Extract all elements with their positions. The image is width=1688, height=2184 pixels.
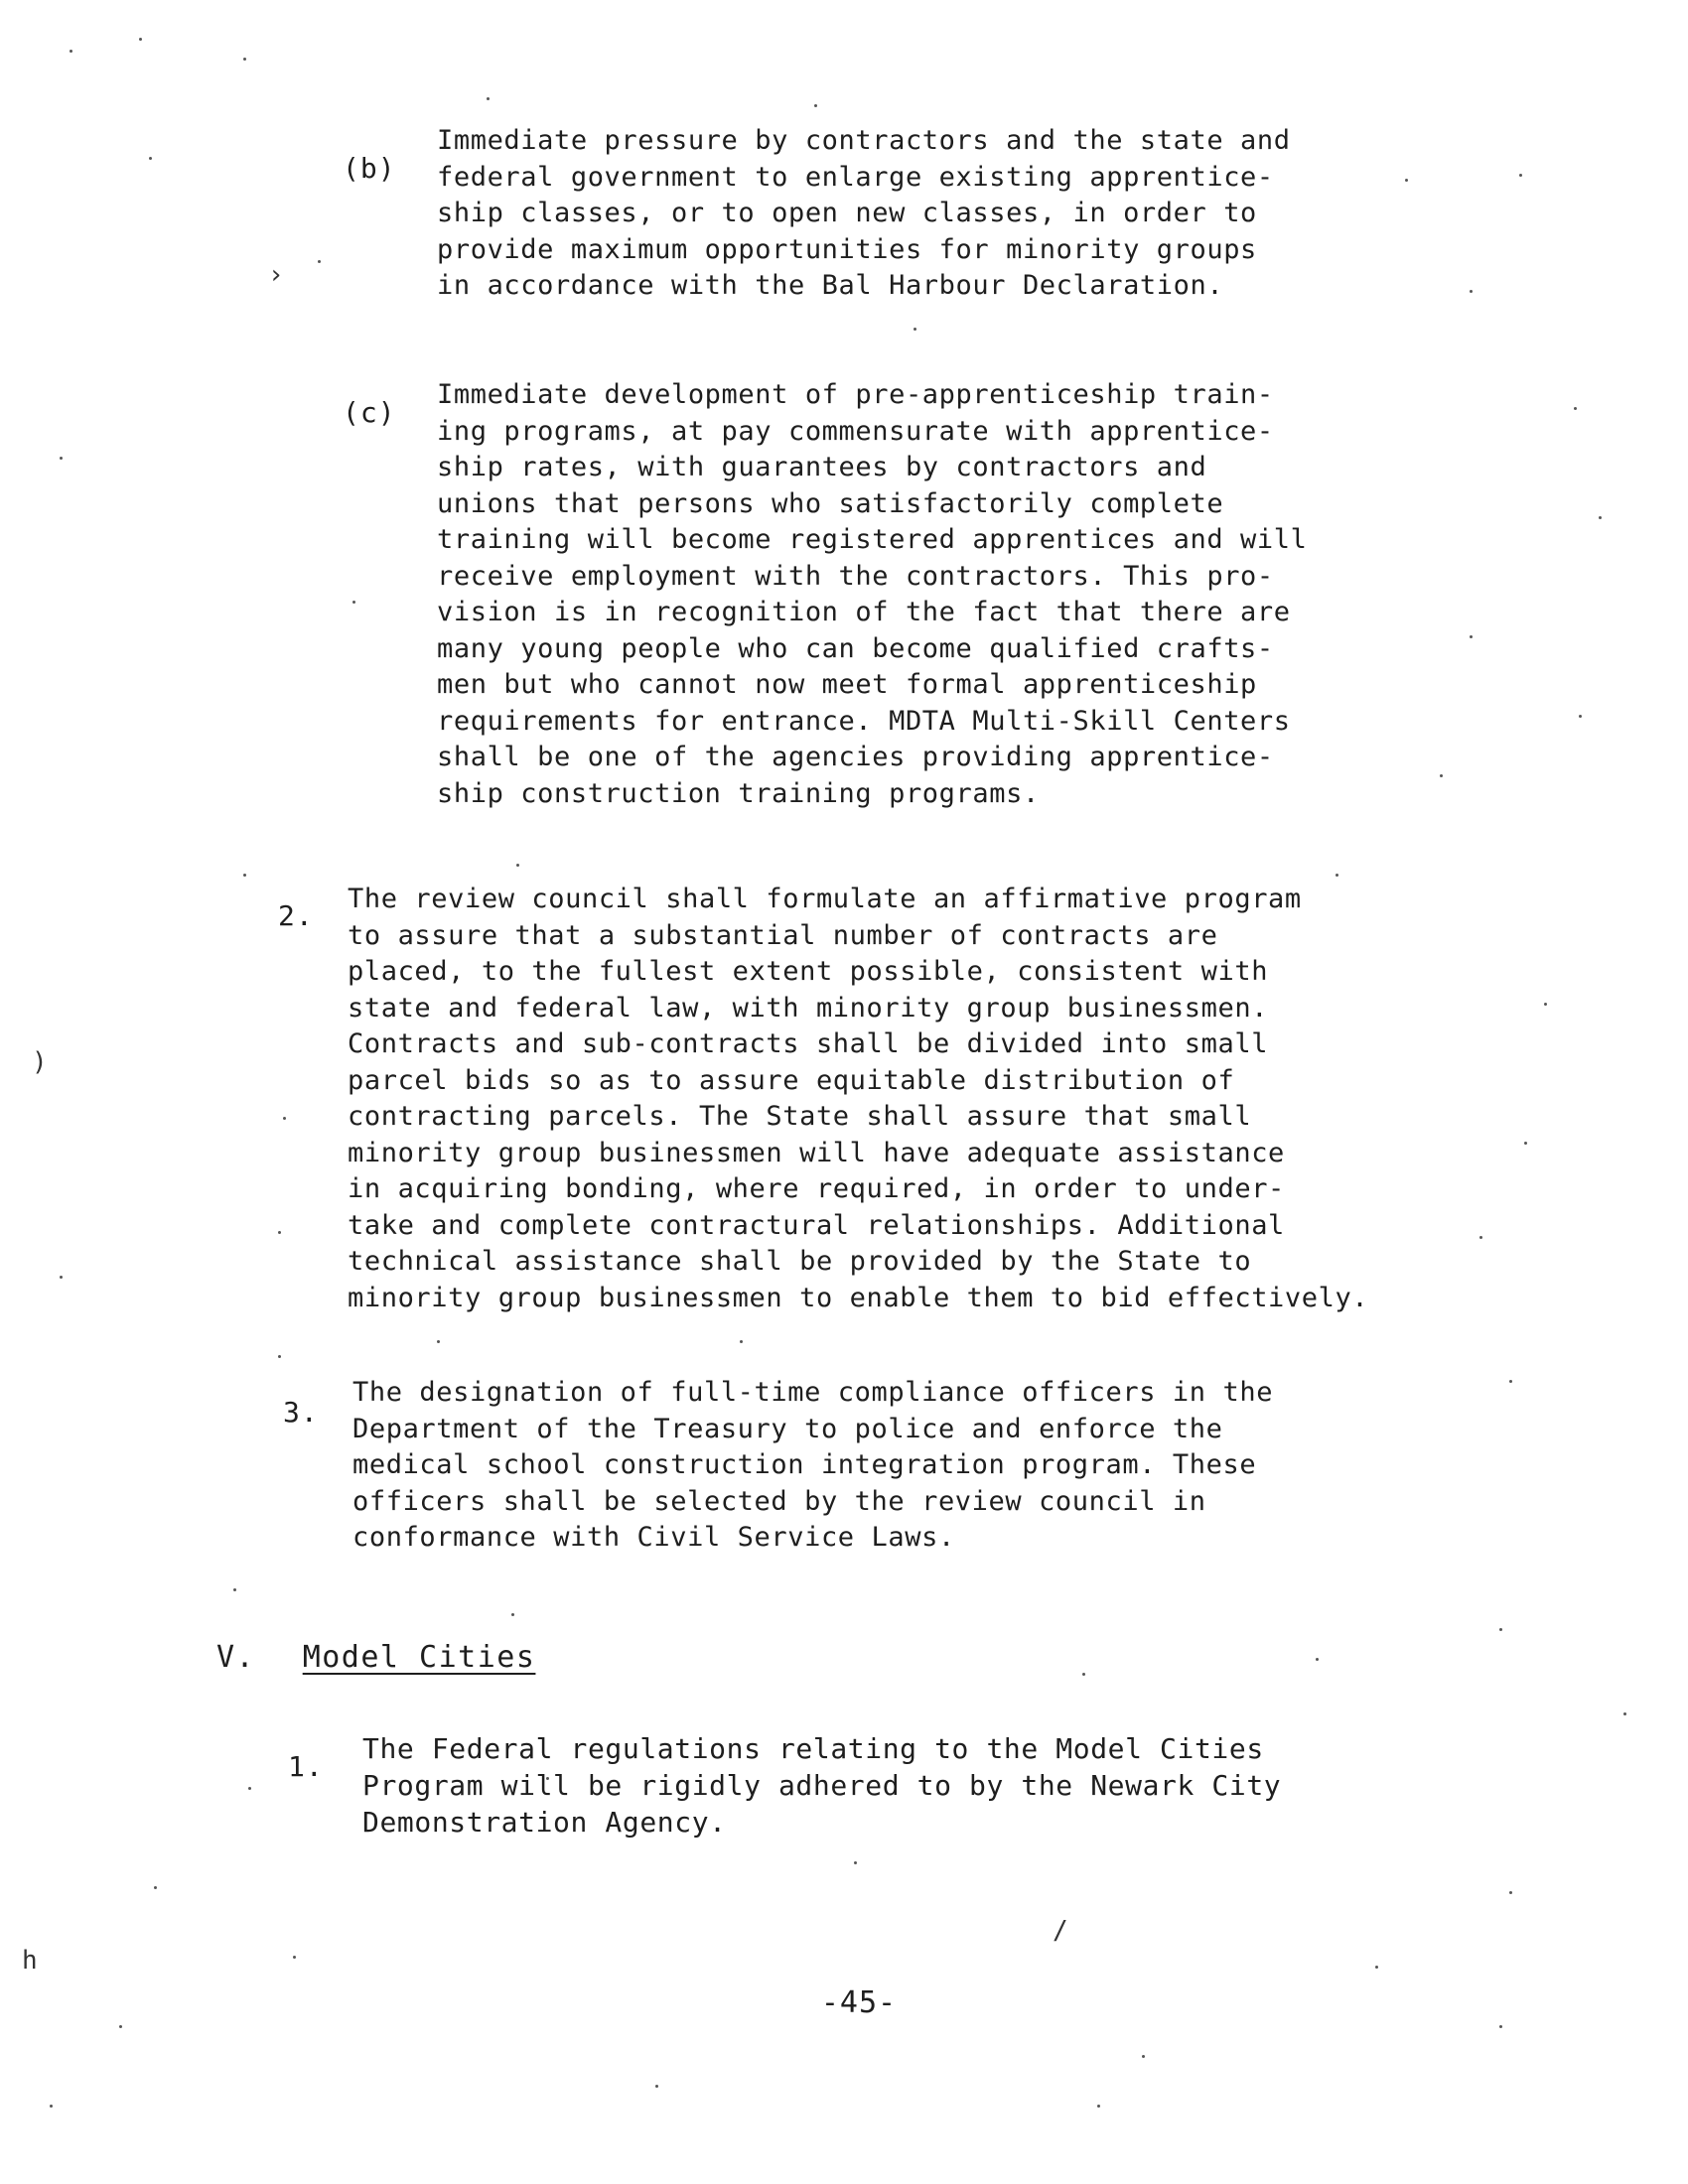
item-marker: 1.	[288, 1750, 324, 1783]
text-line: medical school construction integration program. These	[352, 1449, 1257, 1480]
text-line: minority group businessmen will have adequate assistance	[348, 1137, 1285, 1168]
text-line: many young people who can become qualified crafts-	[437, 632, 1274, 664]
text-line: take and complete contractural relationships. Additional	[348, 1209, 1285, 1241]
text-line: training will become registered apprentices and will	[437, 524, 1308, 555]
text-line: in accordance with the Bal Harbour Declaration.	[437, 270, 1224, 301]
item-marker: 2.	[278, 899, 314, 932]
item-marker: (c)	[343, 396, 396, 429]
text-line: vision is in recognition of the fact that there are	[437, 597, 1291, 627]
text-line: receive employment with the contractors. This pro-	[437, 560, 1274, 592]
text-line: ship construction training programs.	[437, 777, 1040, 809]
text-line: federal government to enlarge existing apprentice-	[437, 161, 1274, 193]
text-line: officers shall be selected by the review council in	[352, 1485, 1206, 1517]
text-line: parcel bids so as to assure equitable distribution of	[348, 1064, 1235, 1096]
item-text	[348, 882, 1368, 1316]
text-line: Immediate development of pre-apprenticeship train-	[437, 379, 1274, 410]
item-text	[437, 377, 1307, 812]
text-line: shall be one of the agencies providing apprentice-	[437, 742, 1274, 772]
item-marker: (b)	[343, 152, 396, 185]
page-number: -45-	[820, 1985, 898, 2020]
text-line: ing programs, at pay commensurate with apprentice-	[437, 415, 1274, 447]
text-line: provide maximum opportunities for minority groups	[437, 233, 1257, 265]
text-line: men but who cannot now meet formal apprenticeship	[437, 669, 1257, 700]
text-line: to assure that a substantial number of contracts are	[348, 919, 1218, 951]
section-heading-v	[216, 1640, 535, 1675]
document-page: › ) h / (b) Immediate pressure by contractors and the state and federal government to enlarge existing apprentice- ship classes, or to open new classes, in order to provide maximum opportunities for minority groups in accordance with the Bal Harbour Declaration. (c) Immediate development of pre-apprenticeship train- ing programs, at pay commensurate with apprentice- ship rates, with guarantees by contractors and unions that persons who satisfactorily complete training will become registered apprentices and will receive employment with the contractors. This pro- vision is in recognition of the fact that there are many young people who can become qualified crafts- men but who cannot now meet formal apprenticeship requirements for entrance. MDTA Multi-Skill Centers shall be one of the agencies providing apprentice- ship construction training programs. 2. The review council shall formulate an affirmative program to assure that a substantial number of contracts are placed, to the fullest extent possible, consistent with state and federal law, with minority group businessmen. Contracts and sub-contracts shall be divided into small parcel bids so as to assure equitable distribution of contracting parcels. The State shall assure that small minority group businessmen will have adequate assistance in acquiring bonding, where required, in order to under- take and complete contractural relationships. Additional technical assistance shall be provided by the State to minority group businessmen to enable them to bid effectively. 3. The designation of full-time compliance officers in the Department of the Treasury to police and enforce the medical school construction integration program. These officers shall be selected by the review council in conformance with Civil Service Laws. V. Model Cities 1. The Federal regulations relating to the Model Cities Program will be rigidly adhered to by the Newark City Demonstration Agency. -45-	[0, 0, 1688, 2184]
text-line: Immediate pressure by contractors and the state and	[437, 125, 1291, 156]
item-text	[437, 123, 1291, 305]
text-line: state and federal law, with minority group businessmen.	[348, 992, 1269, 1024]
text-line: placed, to the fullest extent possible, consistent with	[348, 956, 1269, 987]
text-line: minority group businessmen to enable them to bid effectively.	[348, 1282, 1369, 1313]
item-text	[362, 1730, 1281, 1841]
text-line: contracting parcels. The State shall assure that small	[348, 1101, 1252, 1132]
text-line: Contracts and sub-contracts shall be divided into small	[348, 1028, 1269, 1059]
text-line: technical assistance shall be provided by the State to	[348, 1246, 1252, 1277]
text-line: ship rates, with guarantees by contractors and	[437, 452, 1207, 482]
text-line: The Federal regulations relating to the Model Cities	[362, 1732, 1264, 1765]
item-text	[352, 1375, 1273, 1557]
text-line: in acquiring bonding, where required, in order to under-	[348, 1173, 1285, 1204]
section-numeral: V.	[216, 1640, 256, 1675]
text-line: The designation of full-time compliance officers in the	[352, 1377, 1274, 1408]
text-line: requirements for entrance. MDTA Multi-Skill Centers	[437, 705, 1291, 737]
text-line: Department of the Treasury to police and enforce the	[352, 1413, 1223, 1444]
text-line: The review council shall formulate an affirmative program	[348, 884, 1302, 914]
text-line: conformance with Civil Service Laws.	[352, 1522, 955, 1553]
item-marker: 3.	[283, 1396, 319, 1429]
text-line: Demonstration Agency.	[362, 1806, 727, 1839]
text-line: unions that persons who satisfactorily complete	[437, 487, 1224, 519]
text-line: ship classes, or to open new classes, in order to	[437, 198, 1257, 228]
section-title: Model Cities	[302, 1640, 536, 1675]
text-line: Program will be rigidly adhered to by the Newark City	[362, 1769, 1282, 1802]
